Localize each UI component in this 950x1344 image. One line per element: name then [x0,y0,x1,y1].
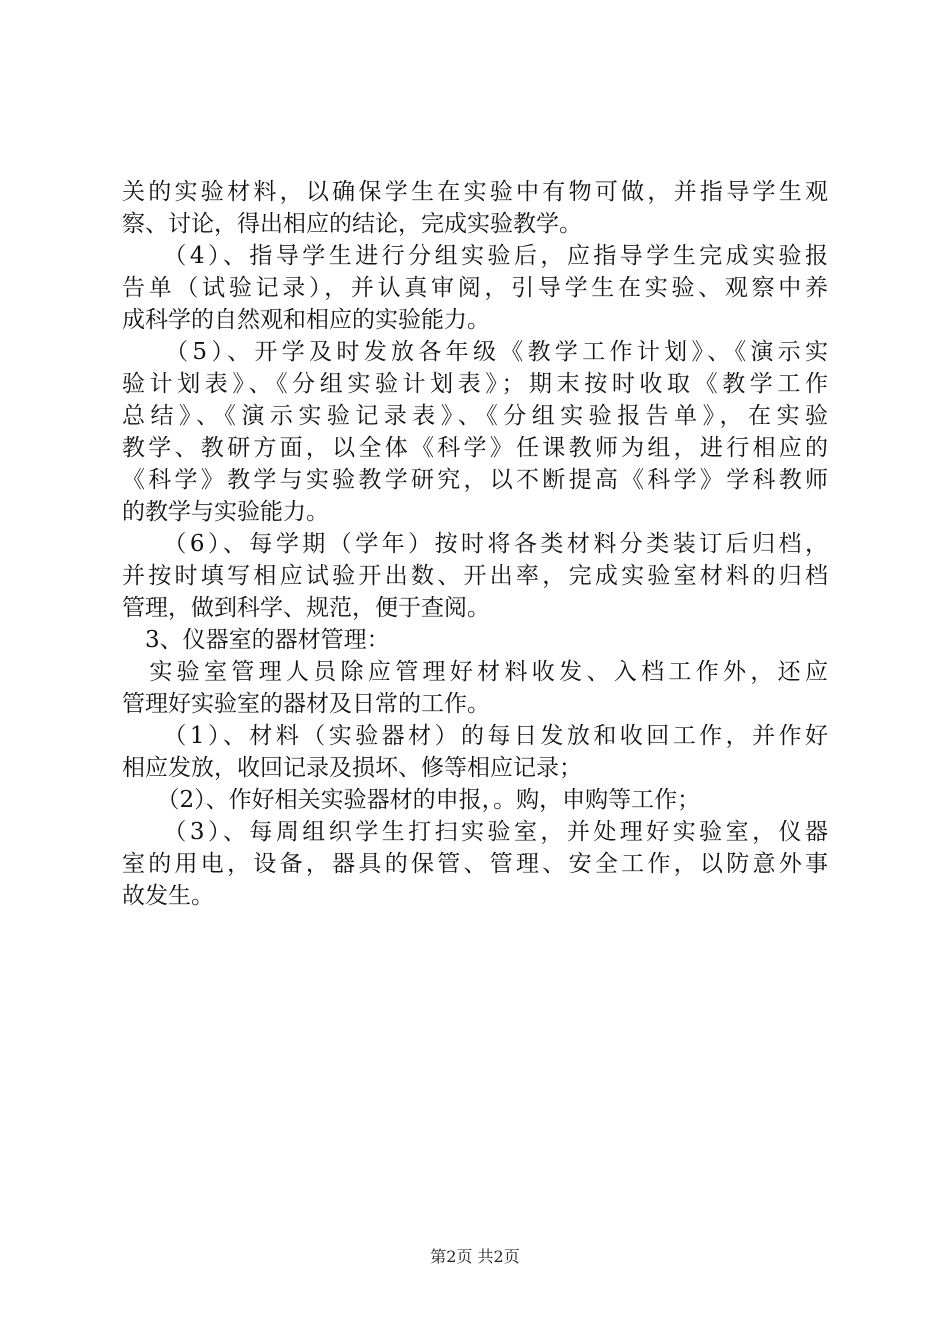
text-line: （2）、作好相关实验器材的申报，。购，申购等工作； [122,787,701,813]
body-text [122,176,828,912]
text-line: 的教学与实验能力。 [122,499,329,525]
text-line: 察、讨论，得出相应的结论，完成实验教学。 [122,211,582,237]
text-line: （4）、指导学生进行分组实验后，应指导学生完成实验报 [122,243,828,269]
text-line: 验计划表》、《分组实验计划表》；期末按时收取《教学工作 [122,371,828,397]
text-line: 成科学的自然观和相应的实验能力。 [122,307,490,333]
text-line: 室的用电，设备，器具的保管、管理、安全工作，以防意外事 [122,851,828,877]
text-line: （5）、开学及时发放各年级《教学工作计划》、《演示实 [122,339,828,365]
text-line: 管理，做到科学、规范，便于查阅。 [122,595,490,621]
text-line: 相应发放，收回记录及损坏、修等相应记录； [122,755,582,781]
text-line: 并按时填写相应试验开出数、开出率，完成实验室材料的归档 [122,563,828,589]
text-line: （1）、材料（实验器材）的每日发放和收回工作，并作好 [122,723,828,749]
text-line: 管理好实验室的器材及日常的工作。 [122,691,490,717]
text-line: （6）、每学期（学年）按时将各类材料分类装订后归档， [122,531,828,557]
text-line: 告单（试验记录），并认真审阅，引导学生在实验、观察中养 [122,275,828,301]
text-line: 《科学》教学与实验教学研究，以不断提高《科学》学科教师 [122,467,828,493]
page-number-footer: 第2页 共2页 [430,1247,520,1266]
text-line: 总结》、《演示实验记录表》、《分组实验报告单》，在实验 [122,403,828,429]
text-line: 实验室管理人员除应管理好材料收发、入档工作外，还应 [122,659,828,685]
text-line: 关的实验材料，以确保学生在实验中有物可做，并指导学生观 [122,179,828,205]
text-line: 教学、教研方面，以全体《科学》任课教师为组，进行相应的 [122,435,828,461]
text-line: （3）、每周组织学生打扫实验室，并处理好实验室，仪器 [122,819,828,845]
text-line: 故发生。 [122,883,214,909]
section-heading: 3、仪器室的器材管理： [122,627,390,653]
